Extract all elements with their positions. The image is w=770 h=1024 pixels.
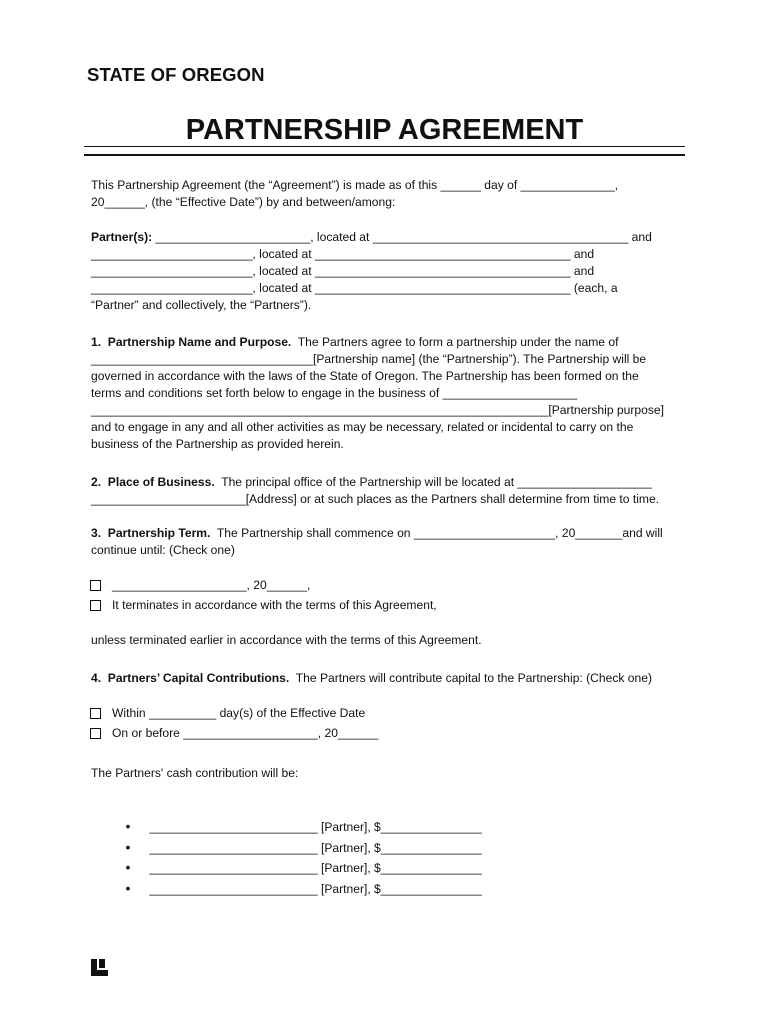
section-1-heading: 1. Partnership Name and Purpose. <box>91 335 292 349</box>
section-2-line-1-text: The principal office of the Partnership will be located at ____________________ <box>214 475 652 489</box>
partners-block <box>91 229 681 314</box>
contribution-within-checkbox[interactable] <box>90 708 101 719</box>
contribution-before-label: On or before ____________________, 20______ <box>112 726 379 740</box>
section-3-after <box>91 632 681 649</box>
section-3-after-text: unless terminated earlier in accordance with the terms of this Agreement. <box>91 633 482 647</box>
partners-line-1 <box>91 229 681 246</box>
term-option-date[interactable] <box>90 577 310 594</box>
term-date-label: ____________________, 20______, <box>112 578 311 592</box>
term-agreement-checkbox[interactable] <box>90 600 101 611</box>
contribution-before-checkbox[interactable] <box>90 728 101 739</box>
section-1 <box>91 334 681 453</box>
partners-line-4: ________________________, located at ______________________________________ (each, a <box>91 281 618 295</box>
section-3-line-1 <box>91 525 681 542</box>
section-1-line-1 <box>91 334 681 351</box>
section-3 <box>91 525 681 559</box>
bullet-icon: • <box>125 839 131 855</box>
legal-templates-logo-icon <box>90 958 110 978</box>
contribution-line: _________________________ [Partner], $_______________ <box>149 820 482 834</box>
bullet-icon: • <box>125 880 131 896</box>
title-divider <box>84 154 685 156</box>
partners-line-3: ________________________, located at ______________________________________ and <box>91 264 595 278</box>
contribution-option-within[interactable] <box>90 705 365 722</box>
list-item <box>112 863 482 915</box>
section-2-line-1 <box>91 474 681 491</box>
term-option-agreement[interactable] <box>90 597 437 614</box>
section-3-heading: 3. Partnership Term. <box>91 526 211 540</box>
bullet-icon: • <box>125 818 131 834</box>
term-date-checkbox[interactable] <box>90 580 101 591</box>
section-4-heading: 4. Partners’ Capital Contributions. <box>91 671 290 685</box>
partners-line-2: ________________________, located at ______________________________________ and <box>91 247 595 261</box>
section-1-line-6: and to engage in any and all other activities as may be necessary, related or incidental to carry on the <box>91 420 634 434</box>
section-3-line-2: continue until: (Check one) <box>91 543 235 557</box>
partners-label: Partner(s): <box>91 230 153 244</box>
cash-intro-text: The Partners' cash contribution will be: <box>91 766 299 780</box>
section-3-line-1-text: The Partnership shall commence on _____________________, 20_______and will <box>210 526 663 540</box>
section-1-line-3: governed in accordance with the laws of the State of Oregon. The Partnership has been formed on the <box>91 369 639 383</box>
contribution-line: _________________________ [Partner], $_______________ <box>149 882 482 896</box>
section-4-line-1 <box>91 670 681 687</box>
section-1-line-1-text: The Partners agree to form a partnership under the name of <box>291 335 619 349</box>
contribution-option-before[interactable] <box>90 725 378 742</box>
term-agreement-label: It terminates in accordance with the terms of this Agreement, <box>112 598 437 612</box>
section-2-heading: 2. Place of Business. <box>91 475 215 489</box>
intro-line-1: This Partnership Agreement (the “Agreement”) is made as of this ______ day of ______________, <box>91 178 619 192</box>
intro-line-2: 20______, (the “Effective Date”) by and between/among: <box>91 195 396 209</box>
section-2 <box>91 474 681 508</box>
cash-intro <box>91 765 681 782</box>
section-1-line-2: _________________________________[Partnership name] (the “Partnership”). The Partnership will be <box>91 352 647 366</box>
section-4 <box>91 670 681 687</box>
bullet-icon: • <box>125 859 131 875</box>
contribution-line: _________________________ [Partner], $_______________ <box>149 861 482 875</box>
section-1-line-5: ____________________________________________________________________[Partnership purpose] <box>91 403 664 417</box>
state-heading: STATE OF OREGON <box>87 64 265 85</box>
intro-paragraph <box>91 177 681 211</box>
section-2-line-2: _______________________[Address] or at such places as the Partners shall determine from time to time. <box>91 492 660 506</box>
document-title: PARTNERSHIP AGREEMENT <box>185 114 584 146</box>
partners-line-1-text: _______________________, located at ______________________________________ and <box>152 230 652 244</box>
partners-line-5: “Partner” and collectively, the “Partners”). <box>91 298 312 312</box>
title-block <box>84 112 685 156</box>
contribution-line: _________________________ [Partner], $_______________ <box>149 841 482 855</box>
section-4-line-1-text: The Partners will contribute capital to the Partnership: (Check one) <box>289 671 653 685</box>
section-1-line-7: business of the Partnership as provided herein. <box>91 437 344 451</box>
section-1-line-4: terms and conditions set forth below to engage in the business of ____________________ <box>91 386 578 400</box>
contribution-within-label: Within __________ day(s) of the Effective Date <box>112 706 366 720</box>
